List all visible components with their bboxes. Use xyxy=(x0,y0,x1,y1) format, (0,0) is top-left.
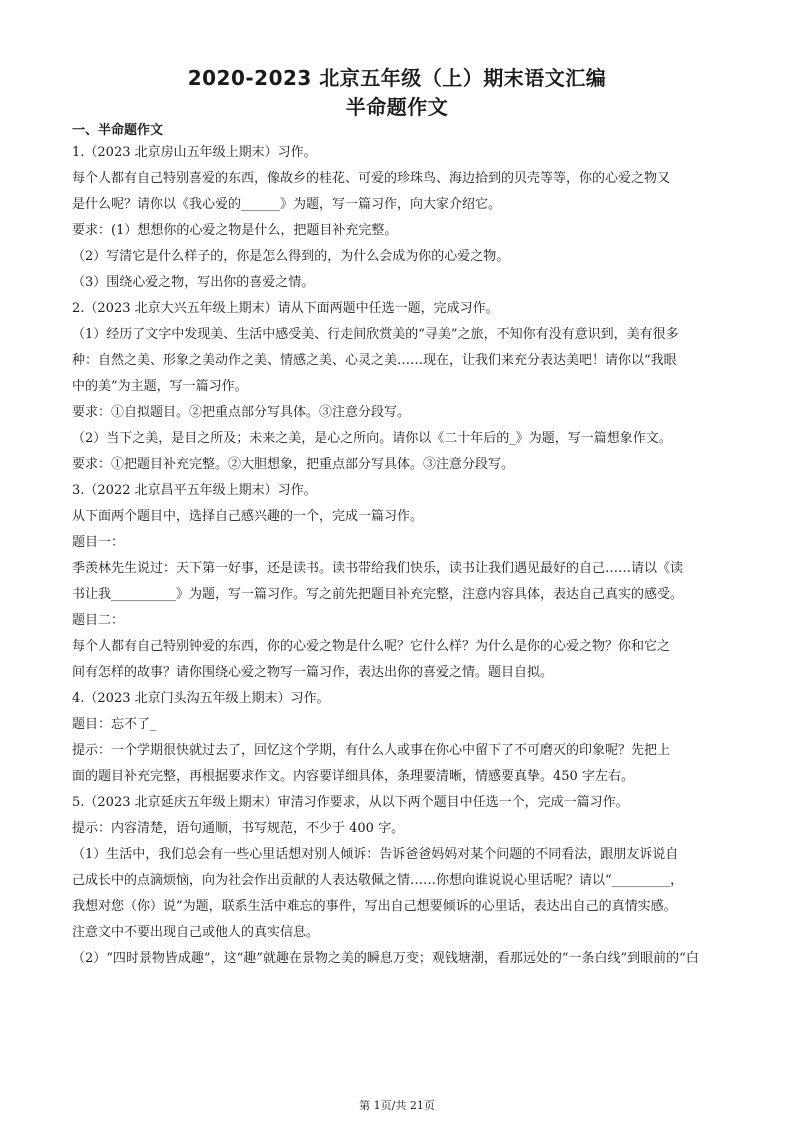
body-line: 3.（2022 北京昌平五年级上期末）习作。 xyxy=(72,483,317,498)
body-line: （2）“四时景物皆成趣”，这“趣”就趣在景物之美的瞬息万变；观钱塘潮，看那远处的“一条白线”到眼前的“白 xyxy=(72,951,699,966)
body-line: 己成长中的点滴烦恼，向为社会作出贡献的人表达敬佩之情……你想向谁说说心里话呢？请以“_________， xyxy=(72,873,684,888)
body-line: 提示：一个学期很快就过去了，回忆这个学期，有什么人或事在你心中留下了不可磨灭的印象呢？先把上 xyxy=(72,743,671,758)
body-line: （2）写清它是什么样子的，你是怎么得到的，为什么会成为你的心爱之物。 xyxy=(72,249,510,264)
body-line: 面的题目补充完整，再根据要求作文。内容要详细具体，条理要清晰，情感要真挚。450 字左右。 xyxy=(72,769,634,784)
body-line: 中的美”为主题，写一篇习作。 xyxy=(72,379,248,394)
document-body xyxy=(72,140,746,972)
body-line: 季羡林先生说过：天下第一好事，还是读书。读书带给我们快乐，读书让我们遇见最好的自己……请以《读 xyxy=(72,561,684,576)
body-line: 要求：①把题目补充完整。②大胆想象，把重点部分写具体。③注意分段写。 xyxy=(72,457,515,472)
body-line: 是什么呢？请你以《我心爱的______》为题，写一篇习作，向大家介绍它。 xyxy=(72,197,502,212)
body-line: 5.（2023 北京延庆五年级上期末）审清习作要求，从以下两个题目中任选一个，完成一篇习作。 xyxy=(72,795,629,810)
body-line: 题目一： xyxy=(72,535,125,550)
body-line: （3）围绕心爱之物，写出你的喜爱之情。 xyxy=(72,275,315,290)
page-footer: 第 1页/共 21页 xyxy=(359,1099,435,1112)
body-line: 书让我__________》为题，写一篇习作。写之前先把题目补充完整，注意内容具体，表达自己真实的感受。 xyxy=(72,587,684,602)
body-line: 提示：内容清楚，语句通顺，书写规范，不少于 400 字。 xyxy=(72,821,405,836)
body-line: 每个人都有自己特别喜爱的东西，像故乡的桂花、可爱的珍珠鸟、海边拾到的贝壳等等，你的心爱之物又 xyxy=(72,171,671,186)
body-line: 1.（2023 北京房山五年级上期末）习作。 xyxy=(72,145,317,160)
section-heading: 一、半命题作文 xyxy=(72,123,164,138)
body-line: 每个人都有自己特别钟爱的东西，你的心爱之物是什么呢？它什么样？为什么是你的心爱之物？你和它之 xyxy=(72,639,671,654)
body-line: 间有怎样的故事？请你围绕心爱之物写一篇习作，表达出你的喜爱之情。题目自拟。 xyxy=(72,665,554,680)
body-line: 要求：①自拟题目。②把重点部分写具体。③注意分段写。 xyxy=(72,405,411,420)
body-line: 题目二： xyxy=(72,613,125,628)
body-line: （2）当下之美，是目之所及；未来之美，是心之所向。请你以《二十年后的_》为题，写一篇想象作文。 xyxy=(72,431,672,446)
body-line: 从下面两个题目中，选择自己感兴趣的一个，完成一篇习作。 xyxy=(72,509,424,524)
body-line: （1）生活中，我们总会有一些心里话想对别人倾诉：告诉爸爸妈妈对某个问题的不同看法，跟朋友诉说自 xyxy=(72,847,679,862)
body-line: （1）经历了文字中发现美、生活中感受美、行走间欣赏美的“寻美”之旅，不知你有没有意识到，美有很多 xyxy=(72,327,679,342)
body-line: 注意文中不要出现自己或他人的真实信息。 xyxy=(72,925,320,940)
body-line: 我想对您（你）说”为题，联系生活中难忘的事件，写出自己想要倾诉的心里话，表达出自己的真情实感。 xyxy=(72,899,677,914)
body-line: 种：自然之美、形象之美动作之美、情感之美、心灵之美……现在，让我们来充分表达美吧！请你以“我眼 xyxy=(72,353,677,368)
body-line: 2.（2023 北京大兴五年级上期末）请从下面两题中任选一题，完成习作。 xyxy=(72,301,499,316)
body-line: 要求：(1）想想你的心爱之物是什么，把题目补充完整。 xyxy=(72,223,398,238)
document-subtitle: 半命题作文 xyxy=(345,95,449,119)
body-line: 题目：忘不了_ xyxy=(72,717,157,732)
document-title: 2020-2023 北京五年级（上）期末语文汇编 xyxy=(187,66,607,90)
body-line: 4.（2023 北京门头沟五年级上期末）习作。 xyxy=(72,691,330,706)
